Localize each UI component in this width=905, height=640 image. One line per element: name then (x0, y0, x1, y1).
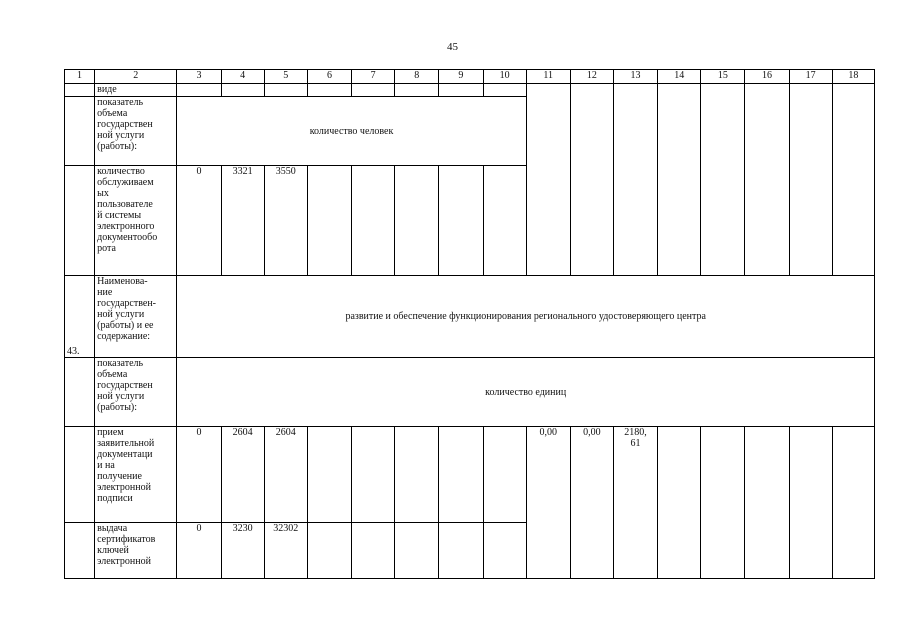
label-cell: показатель объема государствен ной услуги (работы): (95, 358, 177, 427)
label-cell: показатель объема государствен ной услуги (работы): (95, 97, 177, 166)
label-cell: количество обслуживаем ых пользователе й системы электронного документообо рота (95, 166, 177, 276)
header-cell: 17 (789, 70, 832, 84)
header-cell: 4 (221, 70, 264, 84)
value-cell: 2604 (221, 427, 264, 523)
num-cell (65, 523, 95, 579)
value-cell: 0,00 (526, 427, 570, 579)
page-number: 45 (447, 41, 458, 53)
label-cell: Наименова- ние государствен- ной услуги (работы) и ее содержание: (95, 276, 177, 358)
header-cell: 13 (613, 70, 657, 84)
label-cell: выдача сертификатов ключей электронной (95, 523, 177, 579)
header-cell: 6 (307, 70, 351, 84)
value-cell: 3230 (221, 523, 264, 579)
value-cell: 32302 (264, 523, 307, 579)
unit-span-cell: количество человек (177, 97, 526, 166)
header-cell: 9 (439, 70, 483, 84)
header-cell: 16 (745, 70, 789, 84)
value-cell: 0 (177, 523, 221, 579)
header-cell: 11 (526, 70, 570, 84)
header-cell: 2 (95, 70, 177, 84)
value-cell: 0 (177, 166, 221, 276)
header-cell: 3 (177, 70, 221, 84)
unit-span-cell: количество единиц (177, 358, 875, 427)
header-row (65, 70, 875, 84)
header-cell: 14 (658, 70, 701, 84)
header-cell: 18 (832, 70, 874, 84)
table-row (65, 84, 875, 97)
service-table (64, 69, 875, 579)
header-cell: 8 (395, 70, 439, 84)
value-cell: 0,00 (570, 427, 613, 579)
num-cell (65, 166, 95, 276)
value-cell: 0 (177, 427, 221, 523)
value-cell: 3321 (221, 166, 264, 276)
label-cell: прием заявительной документаци и на получение электронной подписи (95, 427, 177, 523)
header-cell: 10 (483, 70, 526, 84)
num-cell (65, 358, 95, 427)
num-cell (65, 97, 95, 166)
header-cell: 5 (264, 70, 307, 84)
table-row (65, 358, 875, 427)
table-row (65, 427, 875, 523)
num-cell: 43. (65, 276, 95, 358)
header-cell: 1 (65, 70, 95, 84)
header-cell: 7 (352, 70, 395, 84)
value-cell: 2604 (264, 427, 307, 523)
value-cell: 3550 (264, 166, 307, 276)
num-cell (65, 84, 95, 97)
num-cell (65, 427, 95, 523)
header-cell: 12 (570, 70, 613, 84)
table-row (65, 276, 875, 358)
header-cell: 15 (701, 70, 745, 84)
value-cell: 2180, 61 (613, 427, 657, 579)
service-name-span-cell: развитие и обеспечение функционирования регионального удостоверяющего центра (177, 276, 875, 358)
label-cell: виде (95, 84, 177, 97)
